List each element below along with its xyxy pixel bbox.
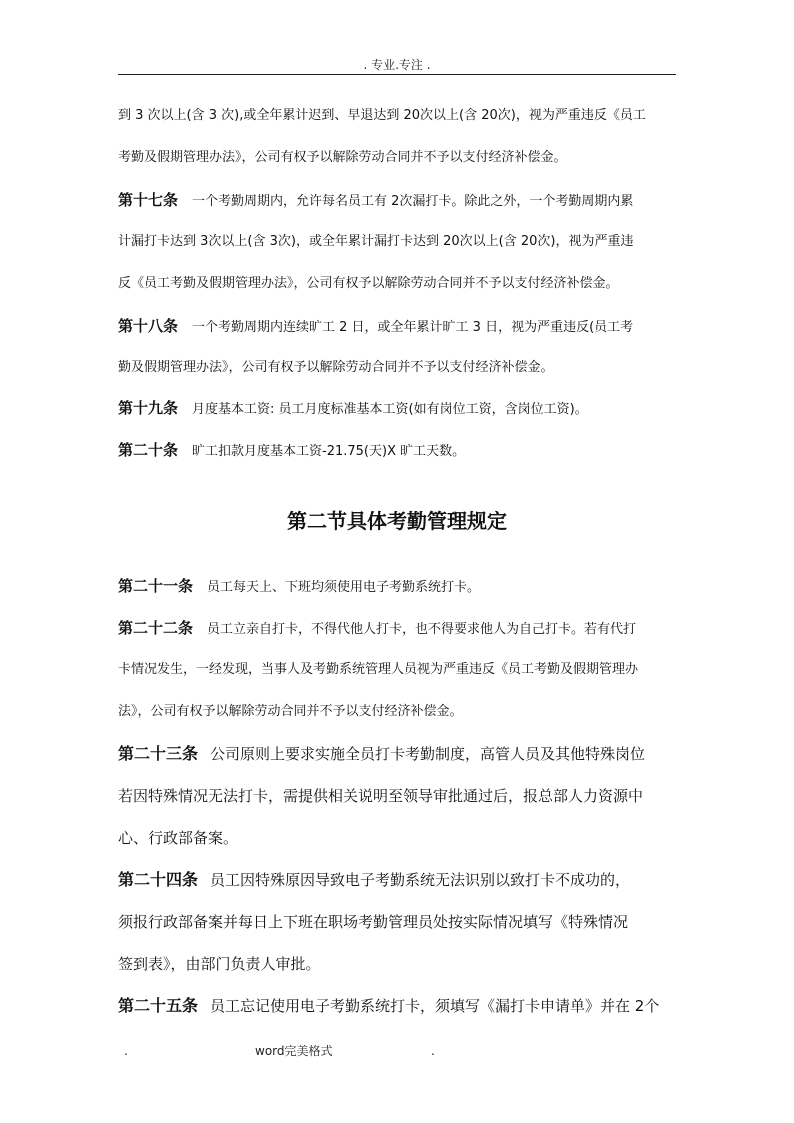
header-divider <box>118 74 676 75</box>
paragraph-line: 心、行政部备案。 <box>118 829 239 847</box>
footer-label: word完美格式 <box>255 1044 333 1058</box>
article-text: 月度基本工资: 员工月度标准基本工资(如有岗位工资，含岗位工资)。 <box>192 402 588 417</box>
article-text: 员工每天上、下班均须使用电子考勤系统打卡。 <box>207 580 481 595</box>
article-25 <box>118 996 688 1016</box>
footer-dot-left: . <box>124 1044 128 1058</box>
article-label: 第二十五条 <box>118 996 199 1015</box>
article-text: 员工立亲自打卡，不得代他人打卡，也不得要求他人为自己打卡。若有代打 <box>207 622 637 637</box>
paragraph-line: 勤及假期管理办法》，公司有权予以解除劳动合同并不予以支付经济补偿金。 <box>118 360 554 375</box>
article-label: 第十七条 <box>118 191 179 209</box>
article-text: 一个考勤周期内连续旷工 2 日，或全年累计旷工 3 日，视为严重违反(员工考 <box>192 320 634 335</box>
article-22 <box>118 618 688 640</box>
footer-dot-right: . <box>431 1044 435 1058</box>
article-24 <box>118 870 688 890</box>
article-label: 第二十条 <box>118 441 179 459</box>
article-label: 第二十三条 <box>118 744 199 763</box>
article-20 <box>118 440 688 462</box>
article-label: 第二十二条 <box>118 619 194 637</box>
article-21 <box>118 576 688 598</box>
article-label: 第十九条 <box>118 399 179 417</box>
paragraph-line: 考勤及假期管理办法》，公司有权予以解除劳动合同并不予以支付经济补偿金。 <box>118 150 567 165</box>
article-text: 员工因特殊原因导致电子考勤系统无法识别以致打卡不成功的， <box>210 871 631 889</box>
article-19 <box>118 398 688 420</box>
paragraph-line: 到 3 次以上(含 3 次),或全年累计迟到、早退达到 20次以上(含 20次)，视为严重违反《员工 <box>118 108 646 123</box>
paragraph-line: 法》，公司有权予以解除劳动合同并不予以支付经济补偿金。 <box>118 704 463 719</box>
paragraph-line: 计漏打卡达到 3次以上(含 3次)，或全年累计漏打卡达到 20次以上(含 20次)，视为严重违 <box>118 234 634 249</box>
page-header: . 专业.专注 . <box>363 58 431 72</box>
paragraph-line: 卡情况发生，一经发现，当事人及考勤系统管理人员视为严重违反《员工考勤及假期管理办 <box>118 662 639 677</box>
article-text: 员工忘记使用电子考勤系统打卡，须填写《漏打卡申请单》并在 2个 <box>210 997 660 1015</box>
article-23 <box>118 744 688 764</box>
article-17 <box>118 190 688 212</box>
article-18 <box>118 316 688 338</box>
article-text: 一个考勤周期内，允许每名员工有 2次漏打卡。除此之外，一个考勤周期内累 <box>192 194 634 209</box>
paragraph-line: 须报行政部备案并每日上下班在职场考勤管理员处按实际情况填写《特殊情况 <box>118 913 629 931</box>
article-label: 第二十一条 <box>118 577 194 595</box>
paragraph-line: 若因特殊情况无法打卡，需提供相关说明至领导审批通过后，报总部人力资源中 <box>118 787 644 805</box>
paragraph-line: 反《员工考勤及假期管理办法》，公司有权予以解除劳动合同并不予以支付经济补偿金。 <box>118 276 619 291</box>
section-title: 第二节具体考勤管理规定 <box>287 509 507 533</box>
article-label: 第十八条 <box>118 317 179 335</box>
article-text: 公司原则上要求实施全员打卡考勤制度，高管人员及其他特殊岗位 <box>210 745 646 763</box>
article-label: 第二十四条 <box>118 870 199 889</box>
paragraph-line: 签到表》，由部门负责人审批。 <box>118 955 321 973</box>
article-text: 旷工扣款月度基本工资-21.75(天)X 旷工天数。 <box>192 444 466 459</box>
